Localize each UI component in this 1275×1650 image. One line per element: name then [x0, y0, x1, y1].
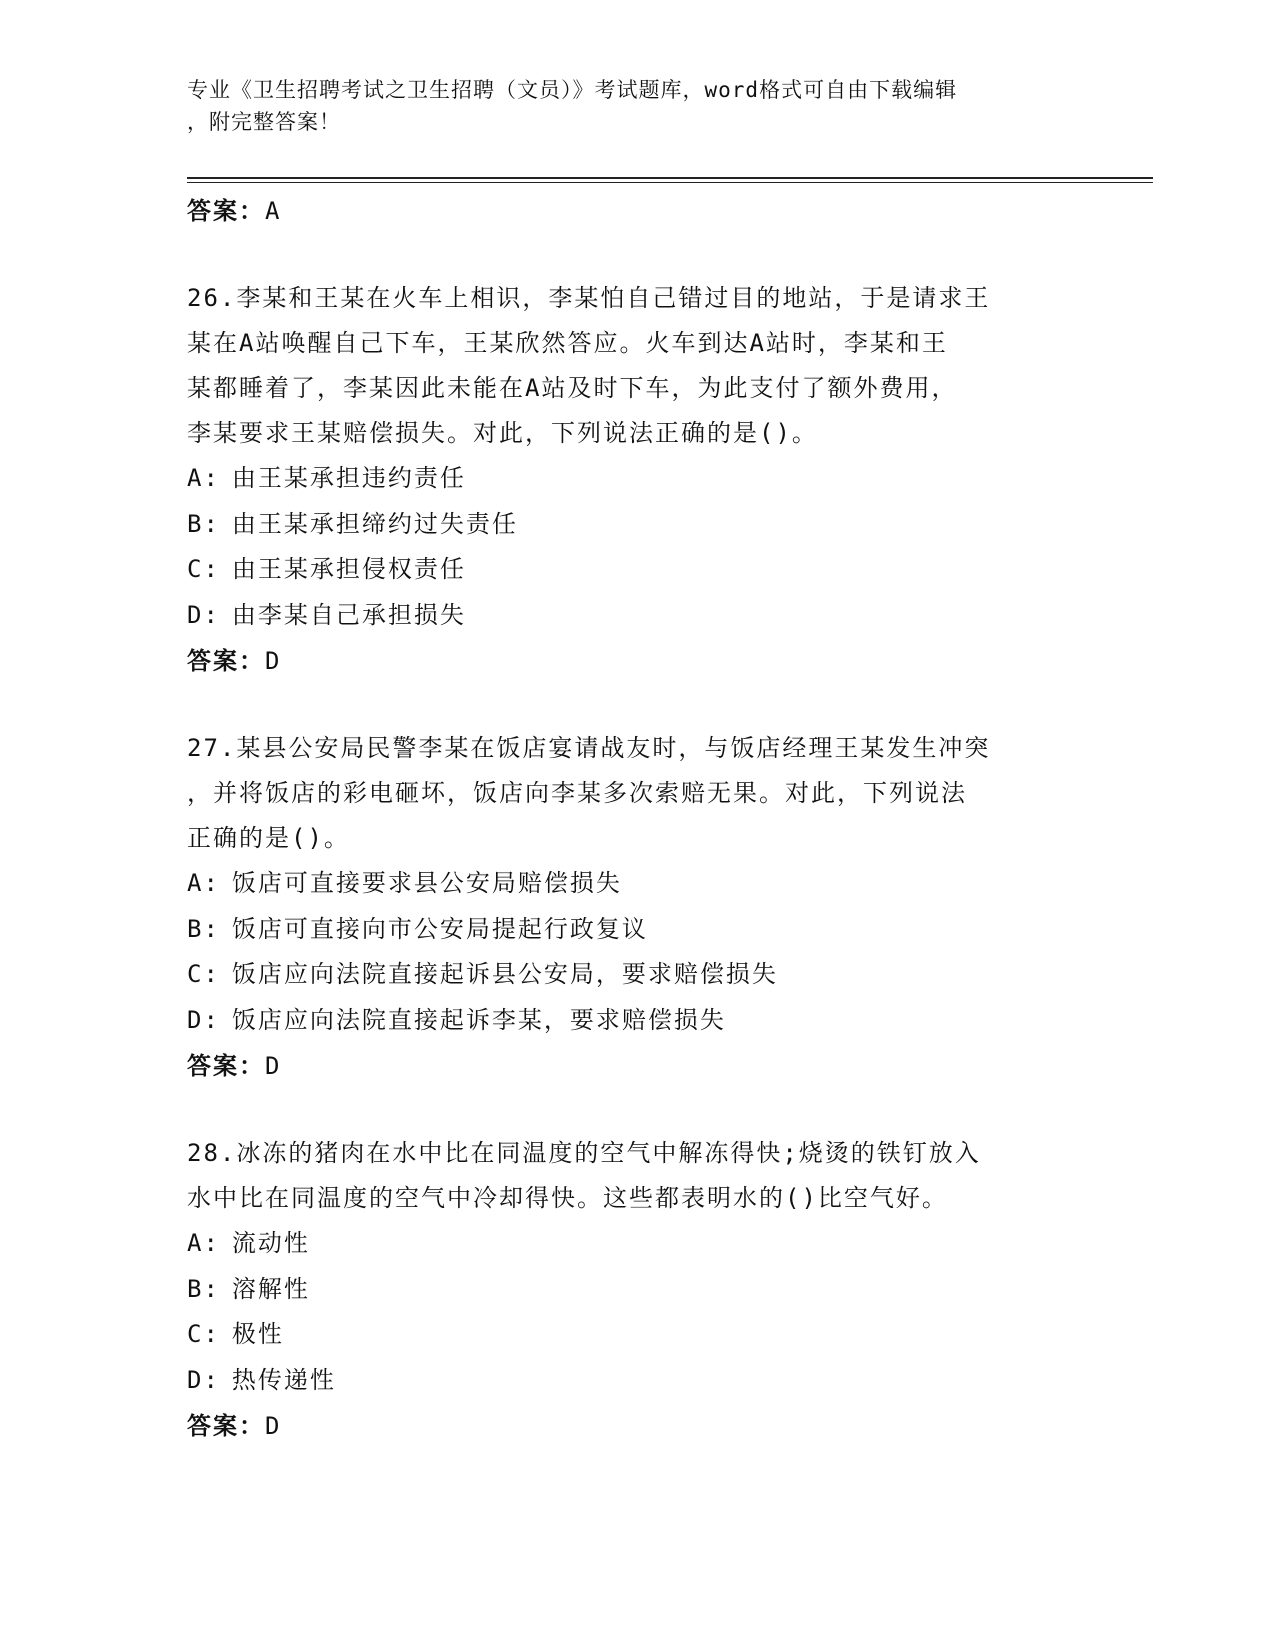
question-28: [187, 1131, 1087, 1449]
option-text: 由王某承担侵权责任: [231, 555, 466, 583]
stem-line: 某在A站唤醒自己下车，王某欣然答应。火车到达A站时，李某和王: [187, 329, 948, 357]
stem-line: 水中比在同温度的空气中冷却得快。这些都表明水的()比空气好。: [187, 1184, 948, 1212]
question-stem: [187, 276, 1087, 456]
option-text: 热传递性: [231, 1365, 336, 1394]
option-d: [187, 1358, 1087, 1404]
option-d: [187, 998, 1087, 1044]
option-c: [187, 1312, 1087, 1358]
option-text: 由王某承担违约责任: [231, 464, 466, 492]
question-stem: [187, 726, 1087, 861]
option-text: 极性: [231, 1320, 284, 1348]
answer-value: D: [265, 647, 282, 675]
header-line-1: 专业《卫生招聘考试之卫生招聘（文员）》考试题库，word格式可自由下载编辑: [187, 78, 958, 102]
option-text: 由李某自己承担损失: [231, 600, 466, 629]
option-text: 饭店应向法院直接起诉李某，要求赔偿损失: [231, 1005, 726, 1034]
option-b: [187, 907, 1087, 953]
option-letter: B:: [187, 914, 220, 943]
question-27: [187, 726, 1087, 1089]
option-d: [187, 593, 1087, 639]
option-letter: D:: [187, 600, 220, 629]
stem-line: 26.李某和王某在火车上相识，李某怕自己错过目的地站，于是请求王: [187, 284, 991, 312]
option-letter: D:: [187, 1005, 220, 1034]
option-text: 饭店应向法院直接起诉县公安局，要求赔偿损失: [231, 960, 778, 988]
answer-label: 答案：: [187, 1052, 265, 1080]
stem-line: 27.某县公安局民警李某在饭店宴请战友时，与饭店经理王某发生冲突: [187, 734, 991, 762]
stem-line: 某都睡着了，李某因此未能在A站及时下车，为此支付了额外费用，: [187, 374, 958, 402]
option-letter: C:: [187, 960, 220, 988]
option-letter: B:: [187, 509, 220, 538]
answer-value: A: [265, 197, 282, 225]
option-letter: B:: [187, 1274, 220, 1303]
option-letter: A:: [187, 464, 220, 492]
header-divider-thick: [187, 177, 1153, 179]
option-text: 溶解性: [231, 1274, 310, 1303]
option-c: [187, 952, 1087, 998]
option-letter: D:: [187, 1365, 220, 1394]
option-letter: A:: [187, 869, 220, 897]
answer-line: [187, 638, 1087, 684]
option-b: [187, 502, 1087, 548]
stem-line: 正确的是()。: [187, 824, 350, 852]
stem-line: 28.冰冻的猪肉在水中比在同温度的空气中解冻得快;烧烫的铁钉放入: [187, 1139, 981, 1167]
option-a: [187, 456, 1087, 502]
option-letter: C:: [187, 1320, 220, 1348]
answer-label: 答案：: [187, 647, 265, 675]
header-line-2: ，附完整答案！: [187, 110, 341, 134]
option-letter: A:: [187, 1229, 220, 1257]
question-list: [187, 188, 1087, 1449]
question-26: [187, 276, 1087, 684]
option-a: [187, 861, 1087, 907]
option-text: 饭店可直接要求县公安局赔偿损失: [231, 869, 622, 897]
answer-value: D: [265, 1052, 282, 1080]
answer-line: [187, 1403, 1087, 1449]
answer-line: [187, 1043, 1087, 1089]
question-stem: [187, 1131, 1087, 1221]
option-c: [187, 547, 1087, 593]
answer-line: [187, 188, 1087, 234]
answer-value: D: [265, 1412, 282, 1440]
stem-line: ，并将饭店的彩电砸坏，饭店向李某多次索赔无果。对此，下列说法: [187, 779, 967, 807]
header-divider-thin: [187, 182, 1153, 183]
option-b: [187, 1267, 1087, 1313]
option-text: 流动性: [231, 1229, 310, 1257]
option-a: [187, 1221, 1087, 1267]
option-text: 由王某承担缔约过失责任: [231, 509, 518, 538]
document-header: [187, 74, 1067, 138]
answer-label: 答案：: [187, 197, 265, 225]
option-text: 饭店可直接向市公安局提起行政复议: [231, 914, 648, 943]
option-letter: C:: [187, 555, 220, 583]
stem-line: 李某要求王某赔偿损失。对此，下列说法正确的是()。: [187, 419, 818, 447]
answer-label: 答案：: [187, 1412, 265, 1440]
